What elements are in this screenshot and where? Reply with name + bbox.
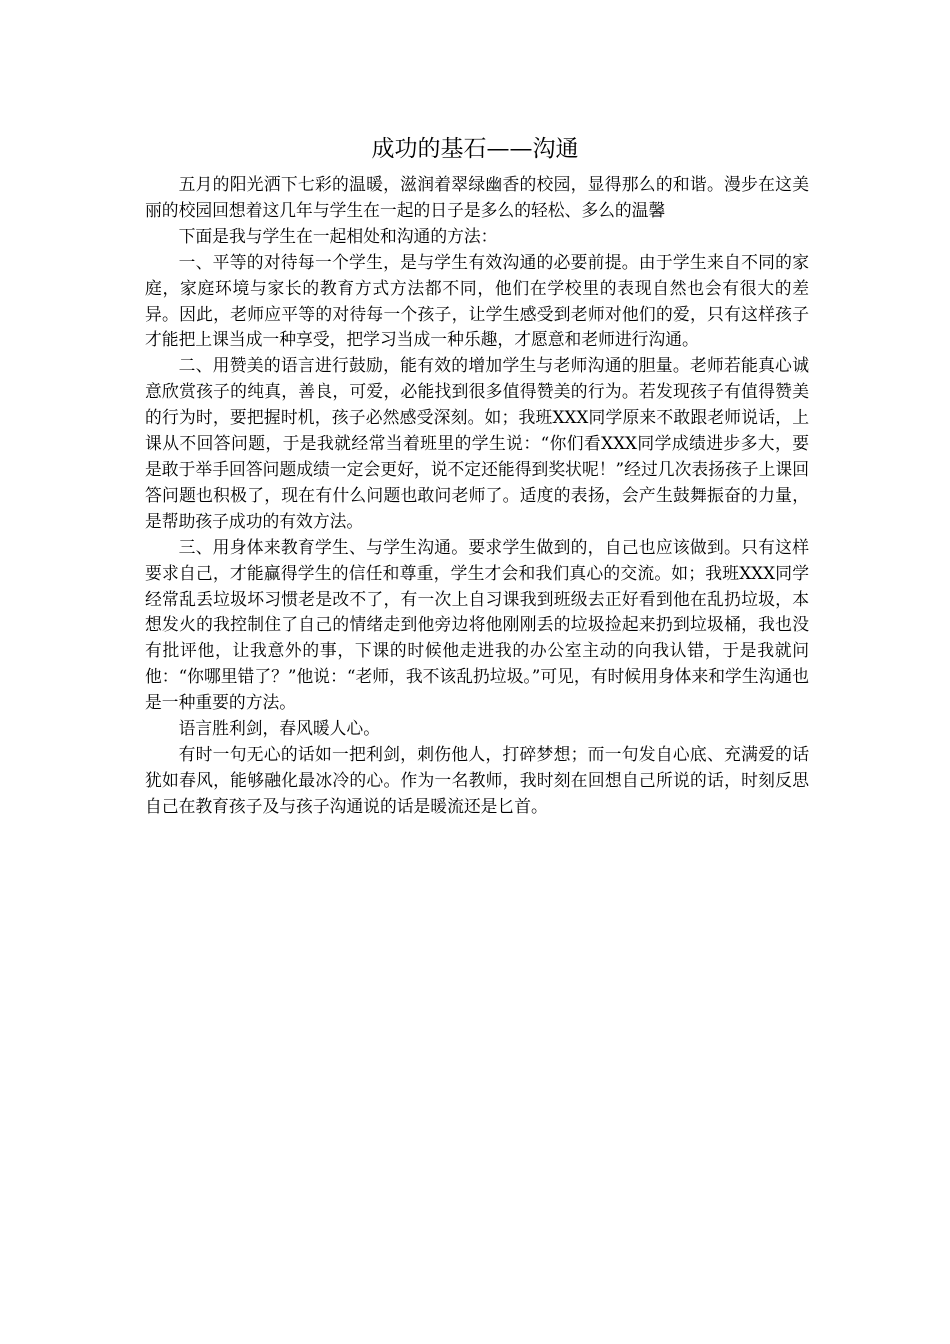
document-title: 成功的基石——沟通 <box>371 136 579 162</box>
paragraph-intro: 五月的阳光洒下七彩的温暖，滋润着翠绿幽香的校园，显得那么的和谐。漫步在这美丽的校园回想着这几年与学生在一起的日子是多么的轻松、多么的温馨 <box>145 174 809 220</box>
document-body <box>145 172 809 820</box>
paragraph-methods-intro: 下面是我与学生在一起相处和沟通的方法： <box>178 225 498 246</box>
paragraph-point-two: 二、用赞美的语言进行鼓励，能有效的增加学生与老师沟通的胆量。老师若能真心诚意欣赏孩子的纯真，善良，可爱，必能找到很多值得赞美的行为。若发现孩子有值得赞美的行为时，要把握时机，孩子必然感受深刻。如；我班XXX同学原来不敢跟老师说话，上课从不回答问题，于是我就经常当着班里的学生说：“你们看XXX同学成绩进步多大，要是敢于举手回答问题成绩一定会更好，说不定还能得到奖状呢！”经过几次表扬孩子上课回答问题也积极了，现在有什么问题也敢问老师了。适度的表扬，会产生鼓舞振奋的力量，是帮助孩子成功的有效方法。 <box>145 355 809 531</box>
paragraph-conclusion: 有时一句无心的话如一把利剑，刺伤他人，打碎梦想；而一句发自心底、充满爱的话犹如春风，能够融化最冰冷的心。作为一名教师，我时刻在回想自己所说的话，时刻反思自己在教育孩子及与孩子沟通说的话是暖流还是匕首。 <box>145 743 809 816</box>
paragraph-point-three: 三、用身体来教育学生、与学生沟通。要求学生做到的，自己也应该做到。只有这样要求自己，才能赢得学生的信任和尊重，学生才会和我们真心的交流。如；我班XXX同学经常乱丢垃圾坏习惯老是改不了，有一次上自习课我到班级去正好看到他在乱扔垃圾，本想发火的我控制住了自己的情绪走到他旁边将他刚刚丢的垃圾捡起来扔到垃圾桶，我也没有批评他，让我意外的事，下课的时候他走进我的办公室主动的向我认错，于是我就问他：“你哪里错了？”他说：“老师，我不该乱扔垃圾。”可见，有时候用身体来和学生沟通也是一种重要的方法。 <box>145 536 809 713</box>
paragraph-point-one: 一、平等的对待每一个学生，是与学生有效沟通的必要前提。由于学生来自不同的家庭，家庭环境与家长的教育方式方法都不同，他们在学校里的表现自然也会有很大的差异。因此，老师应平等的对待每一个孩子，让学生感受到老师对他们的爱，只有这样孩子才能把上课当成一种享受，把学习当成一种乐趣，才愿意和老师进行沟通。 <box>145 251 809 350</box>
paragraph-motto: 语言胜利剑，春风暖人心。 <box>178 718 380 739</box>
